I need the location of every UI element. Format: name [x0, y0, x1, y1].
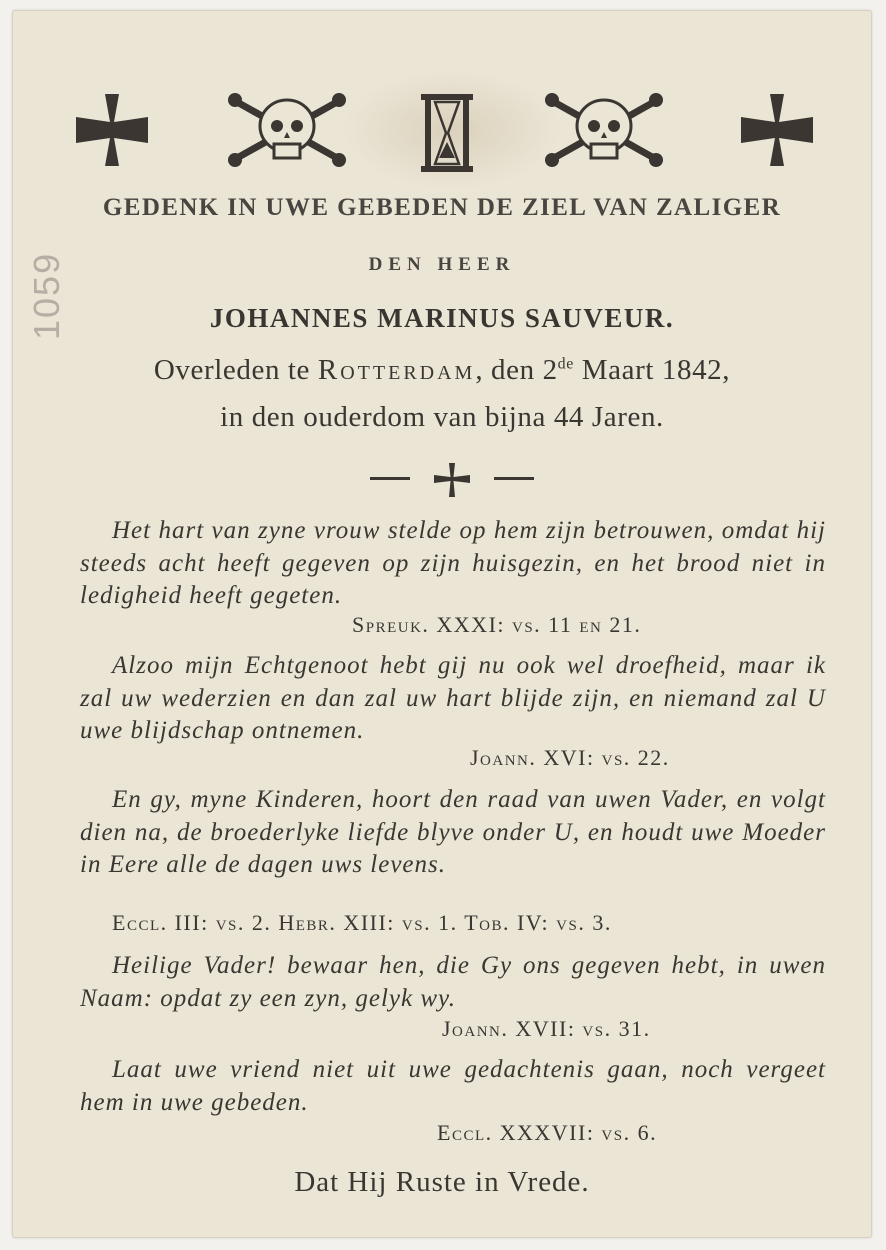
death-line	[12, 354, 872, 387]
ornament-row	[12, 92, 872, 182]
title-line: DEN HEER	[368, 254, 516, 275]
closing-line: Dat Hij Ruste in Vrede.	[294, 1166, 590, 1198]
deceased-name: JOHANNES MARINUS SAUVEUR.	[209, 303, 675, 333]
verse-1: Het hart van zyne vrouw stelde op hem zijn betrouwen, omdat hij steeds acht heeft gegeven op zijn huisgezin, en het brood niet in ledigheid heeft gegeten.	[80, 517, 826, 609]
headline: GEDENK IN UWE GEBEDEN DE ZIEL VAN ZALIGER	[102, 194, 782, 221]
death-month-year: Maart 1842,	[573, 354, 731, 386]
verse-1-reference: Spreuk. XXXI: vs. 11 en 21.	[352, 612, 642, 637]
hourglass-icon	[417, 92, 477, 174]
cross-pattee-icon	[74, 92, 150, 168]
verse-5-reference: Eccl. XXXVII: vs. 6.	[437, 1120, 658, 1145]
divider-dash	[370, 477, 410, 480]
cross-pattee-icon	[739, 92, 815, 168]
skull-crossbones-icon	[227, 92, 347, 168]
handwritten-number: 1059	[26, 251, 67, 340]
verse-3: En gy, myne Kinderen, hoort den raad van uwen Vader, en volgt dien na, de broederlyke liefde blyve onder U, en houdt uwe Moeder in Eere alle de dagen uws levens.	[80, 786, 826, 878]
death-city: Rotterdam	[317, 354, 476, 386]
death-prefix: Overleden te	[153, 354, 318, 386]
skull-crossbones-icon	[544, 92, 664, 168]
verse-4-reference: Joann. XVII: vs. 31.	[442, 1016, 651, 1041]
verse-4: Heilige Vader! bewaar hen, die Gy ons gegeven hebt, in uwen Naam: opdat zy een zyn, gelyk wy.	[80, 952, 826, 1012]
divider-dash	[494, 477, 534, 480]
divider	[370, 462, 540, 496]
verse-2-reference: Joann. XVI: vs. 22.	[470, 745, 670, 770]
age-line: in den ouderdom van bijna 44 Jaren.	[220, 401, 664, 433]
cross-icon	[432, 462, 472, 498]
verse-3-reference: Eccl. III: vs. 2. Hebr. XIII: vs. 1. Tob. IV: vs. 3.	[112, 910, 612, 935]
death-date-suffix: de	[557, 355, 574, 373]
verse-2: Alzoo mijn Echtgenoot hebt gij nu ook wel droefheid, maar ik zal uw wederzien en dan zal uw hart blijde zijn, en niemand zal U uwe blijdschap ontnemen.	[80, 652, 826, 744]
memorial-card	[12, 10, 872, 1238]
death-date: , den 2	[475, 354, 558, 386]
verse-5: Laat uwe vriend niet uit uwe gedachtenis gaan, noch vergeet hem in uwe gebeden.	[80, 1056, 826, 1116]
